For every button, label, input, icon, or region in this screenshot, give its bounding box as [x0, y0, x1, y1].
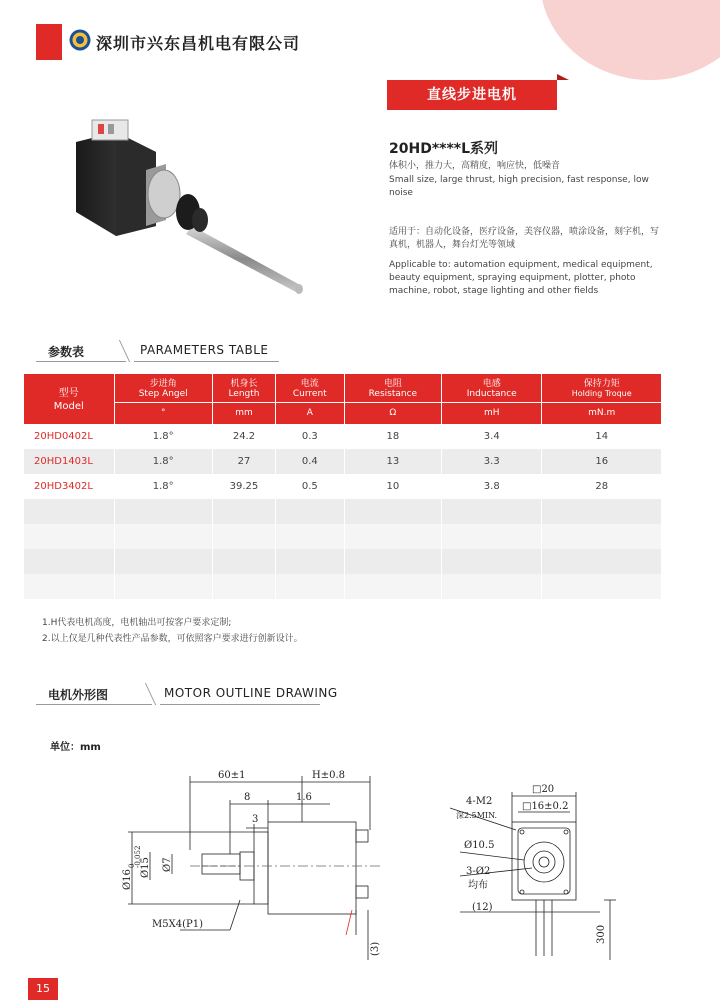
model-cell: 20HD1403L	[24, 449, 114, 474]
dim-d7: Ø7	[162, 857, 173, 872]
model-cell: 20HD3402L	[24, 474, 114, 499]
empty-table-row	[24, 524, 661, 549]
length-cell: 27	[212, 449, 275, 474]
parameters-title-en: PARAMETERS TABLE	[140, 343, 269, 357]
product-category-banner	[387, 74, 569, 114]
torque-cell: 28	[542, 474, 661, 499]
corner-decoration	[540, 0, 720, 80]
model-cell: 20HD0402L	[24, 424, 114, 449]
dim-3: 3	[252, 814, 259, 825]
features-en: Small size, large thrust, high precision, fast response, low noise	[389, 175, 649, 198]
company-name: 深圳市兴东昌机电有限公司	[96, 34, 301, 53]
empty-table-row	[24, 574, 661, 599]
column-unit: mN.m	[542, 402, 661, 424]
holes-d: 均布	[468, 880, 488, 891]
torque-cell: 14	[542, 424, 661, 449]
empty-table-row	[24, 549, 661, 574]
drawing-title-cn: 电机外形图	[48, 688, 109, 702]
inductance-cell: 3.4	[442, 424, 542, 449]
length-cell: 24.2	[212, 424, 275, 449]
column-unit: mm	[212, 402, 275, 424]
drawing-section-header	[36, 683, 338, 705]
model-header: 型号 Model	[24, 374, 114, 424]
header-red-block	[36, 24, 62, 60]
product-photo	[62, 108, 332, 308]
current-cell: 0.4	[276, 449, 345, 474]
product-series: 20HD****L系列	[389, 141, 499, 157]
unit-label: 单位：mm	[50, 742, 101, 753]
holes-b: 深2.5MIN.	[456, 811, 498, 820]
dim-h: H±0.8	[312, 770, 346, 781]
applications-en: Applicable to: automation equipment, medical equipment, beauty equipment, spraying equipment, plotter, photo machine, robot, stage lighting and other fields	[389, 260, 653, 296]
dim-d16-tol-top: 0	[128, 863, 136, 868]
company-logo-icon	[69, 29, 91, 51]
motor-outline-drawing	[120, 760, 620, 970]
column-header: 电流 Current	[276, 374, 345, 402]
table-row	[24, 449, 661, 474]
note-item: 1.H代表电机高度，电机轴出可按客户要求定制;	[42, 618, 232, 628]
inductance-cell: 3.8	[442, 474, 542, 499]
thread-label: M5X4(P1)	[152, 919, 203, 930]
dim-d16-tol-bottom: -0.052	[134, 845, 142, 868]
parameters-section-header	[36, 340, 269, 362]
drawing-title-en: MOTOR OUTLINE DRAWING	[164, 686, 338, 700]
current-cell: 0.5	[276, 474, 345, 499]
holes-c: 3-Ø2	[466, 866, 491, 877]
length-cell: 39.25	[212, 474, 275, 499]
dim-60: 60±1	[218, 770, 246, 781]
column-unit: °	[114, 402, 212, 424]
column-header: 电阻 Resistance	[344, 374, 441, 402]
column-unit: Ω	[344, 402, 441, 424]
page-number: 15	[36, 982, 50, 995]
dim-d15: Ø15	[140, 857, 151, 878]
product-category: 直线步进电机	[427, 87, 517, 103]
dim-1-6: 1.6	[296, 792, 312, 803]
note-item: 2.以上仅是几种代表性产品参数，可依照客户要求进行创新设计。	[42, 634, 303, 644]
dim-d16: Ø16	[122, 869, 133, 890]
dim-3-bottom: (3)	[370, 941, 381, 956]
motor-body-outline	[268, 822, 356, 914]
table-row	[24, 424, 661, 449]
applications-cn: 适用于：自动化设备，医疗设备，美容仪器，喷涂设备，刻字机，写真机，机器人，舞台灯光等领域	[389, 227, 660, 250]
dim-d10-5: Ø10.5	[464, 840, 495, 851]
column-header: 步进角 Step Angel	[114, 374, 212, 402]
parameters-title-cn: 参数表	[48, 345, 85, 359]
table-row	[24, 474, 661, 499]
dim-300: 300	[596, 924, 607, 944]
torque-cell: 16	[542, 449, 661, 474]
column-header: 保持力矩 Holding Troque	[542, 374, 661, 402]
resistance-cell: 13	[344, 449, 441, 474]
column-header: 机身长 Length	[212, 374, 275, 402]
dim-sq20: □20	[532, 784, 555, 795]
step-angle-cell: 1.8°	[114, 449, 212, 474]
notes	[42, 615, 303, 647]
empty-table-row	[24, 499, 661, 524]
column-unit: A	[276, 402, 345, 424]
resistance-cell: 18	[344, 424, 441, 449]
column-header: 电感 Inductance	[442, 374, 542, 402]
current-cell: 0.3	[276, 424, 345, 449]
dim-sq16: □16±0.2	[522, 801, 569, 812]
resistance-cell: 10	[344, 474, 441, 499]
features-cn: 体积小，推力大，高精度，响应快，低噪音	[389, 161, 561, 171]
step-angle-cell: 1.8°	[114, 424, 212, 449]
dim-8: 8	[244, 792, 251, 803]
parameters-table	[24, 374, 661, 599]
inductance-cell: 3.3	[442, 449, 542, 474]
holes-a: 4-M2	[466, 796, 493, 807]
dim-12: (12)	[472, 902, 493, 913]
column-unit: mH	[442, 402, 542, 424]
step-angle-cell: 1.8°	[114, 474, 212, 499]
